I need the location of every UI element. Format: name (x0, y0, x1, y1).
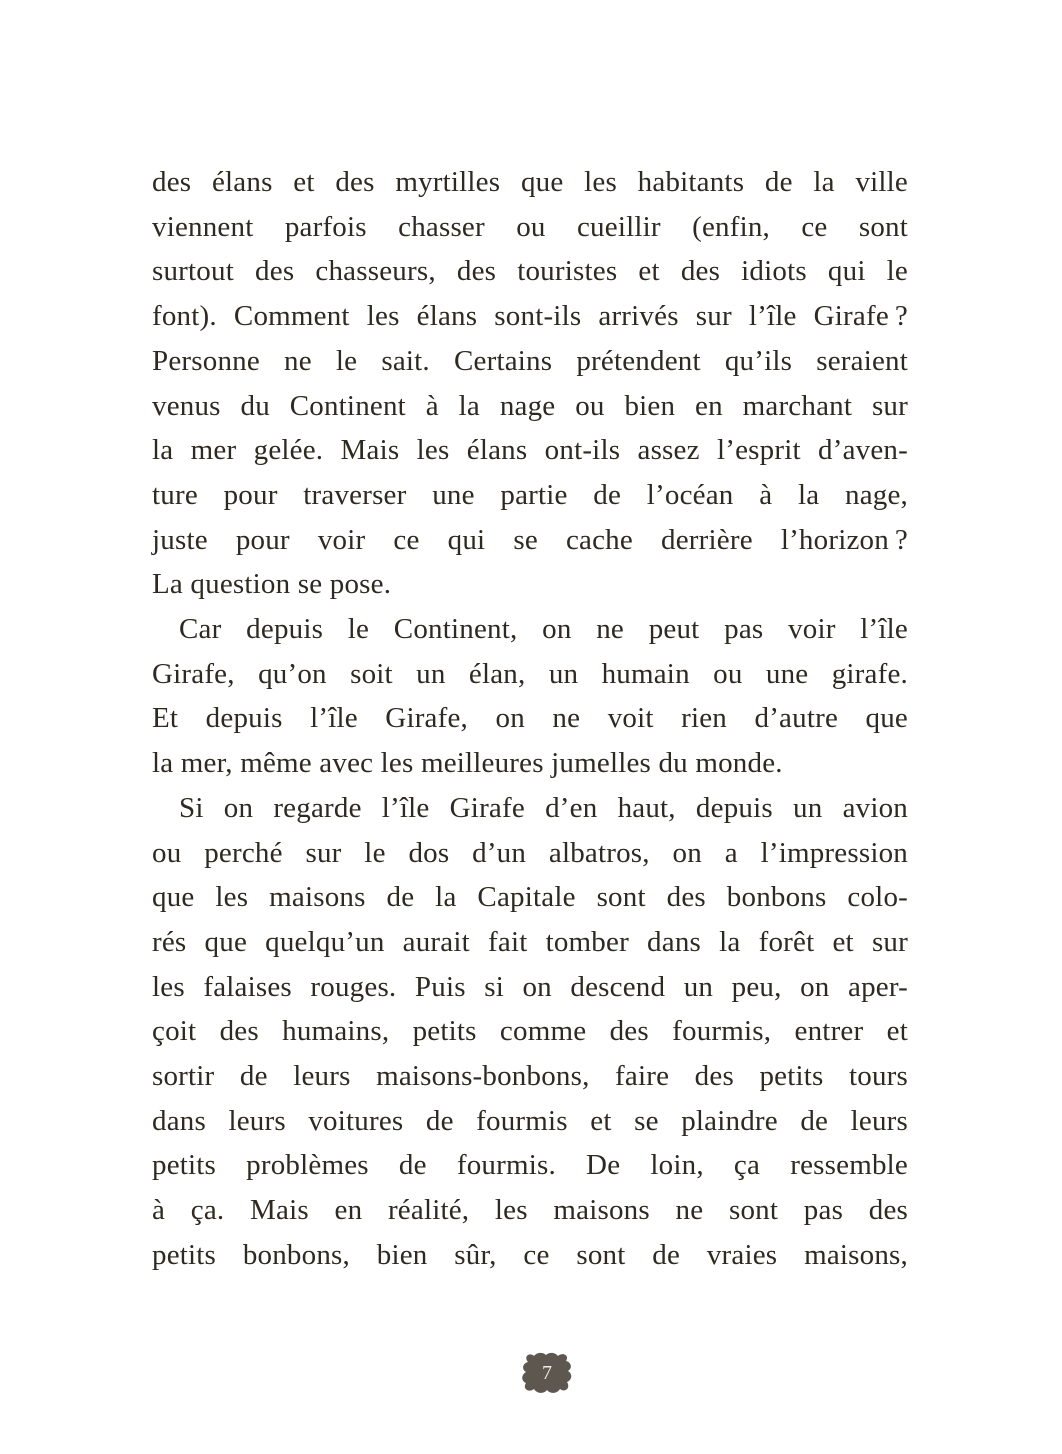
text-line: la mer, même avec les meilleures jumelles du monde. (152, 747, 783, 780)
text-line: Car depuis le Continent, on ne peut pas voir l’île (179, 613, 908, 646)
text-line: La question se pose. (152, 568, 392, 601)
text-line: que les maisons de la Capitale sont des bonbons colo- (152, 881, 908, 914)
text-line: la mer gelée. Mais les élans ont-ils assez l’esprit d’aven- (152, 434, 908, 467)
page-number: 7 (542, 1362, 552, 1384)
text-line: rés que quelqu’un aurait fait tomber dans la forêt et sur (152, 925, 908, 958)
page-text (152, 160, 908, 1278)
text-line: viennent parfois chasser ou cueillir (enfin, ce sont (152, 210, 908, 243)
text-line: surtout des chasseurs, des touristes et des idiots qui le (152, 255, 908, 288)
text-line: dans leurs voitures de fourmis et se plaindre de leurs (152, 1104, 908, 1137)
text-line: ture pour traverser une partie de l’océan à la nage, (152, 478, 908, 511)
text-line: Et depuis l’île Girafe, on ne voit rien d’autre que (152, 702, 908, 735)
text-line: venus du Continent à la nage ou bien en marchant sur (152, 389, 908, 422)
text-line: font). Comment les élans sont-ils arrivés sur l’île Girafe ? (152, 300, 908, 333)
text-line: juste pour voir ce qui se cache derrière l’horizon ? (152, 523, 908, 556)
text-line: petits bonbons, bien sûr, ce sont de vraies maisons, (152, 1238, 908, 1271)
text-line: Si on regarde l’île Girafe d’en haut, depuis un avion (179, 791, 908, 824)
text-line: Personne ne le sait. Certains prétendent qu’ils seraient (152, 344, 908, 377)
page-number-badge (519, 1351, 575, 1395)
text-line: les falaises rouges. Puis si on descend un peu, on aper- (152, 970, 908, 1003)
text-line: ou perché sur le dos d’un albatros, on a l’impression (152, 836, 908, 869)
text-line: sortir de leurs maisons-bonbons, faire des petits tours (152, 1060, 908, 1093)
text-line: des élans et des myrtilles que les habitants de la ville (152, 166, 908, 198)
text-line: Girafe, qu’on soit un élan, un humain ou une girafe. (152, 657, 908, 690)
text-line: çoit des humains, petits comme des fourmis, entrer et (152, 1015, 908, 1048)
text-line: petits problèmes de fourmis. De loin, ça ressemble (152, 1149, 908, 1182)
text-line: à ça. Mais en réalité, les maisons ne sont pas des (152, 1194, 908, 1227)
